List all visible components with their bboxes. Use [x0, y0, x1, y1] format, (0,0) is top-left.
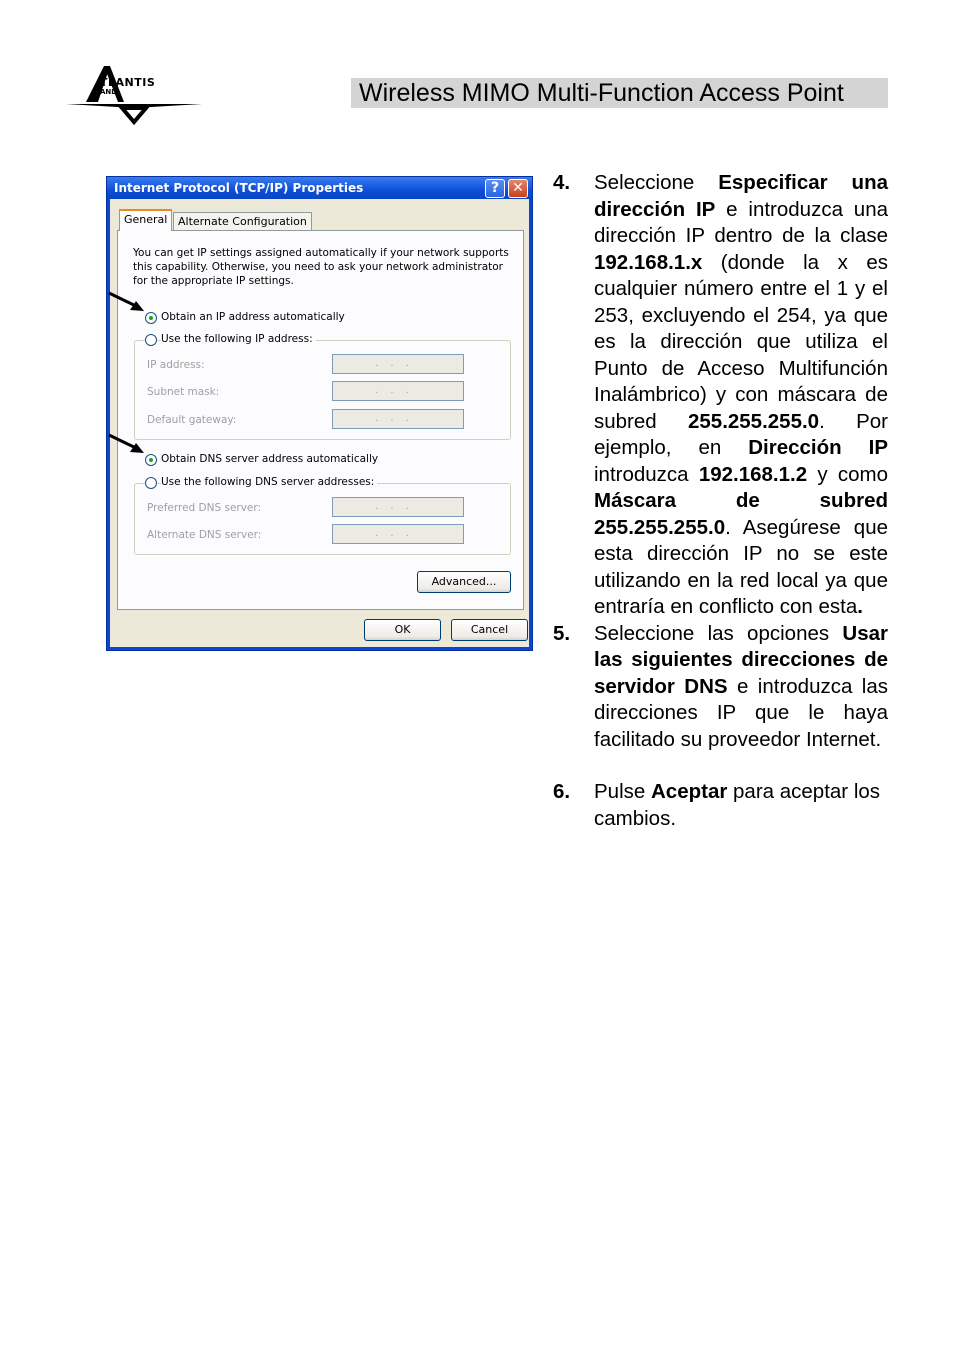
page-header-title: Wireless MIMO Multi-Function Access Point [351, 78, 888, 108]
step-text: introduzca [594, 462, 699, 486]
arrow-dns-auto-icon [106, 432, 148, 458]
default-gateway-input[interactable]: ... [332, 409, 464, 429]
preferred-dns-label: Preferred DNS server: [147, 502, 262, 514]
step-text: e introduzca una dirección IP dentro de la clase [594, 197, 888, 247]
default-gateway-label: Default gateway: [147, 414, 237, 426]
atlantis-logo [64, 62, 204, 126]
step-text: para aceptar los cambios. [594, 780, 881, 830]
help-button[interactable]: ? [485, 179, 505, 198]
step-bold-text: 255.255.255.0 [687, 409, 820, 433]
step-bold-text: 192.168.1.2 [698, 462, 808, 486]
cancel-button[interactable]: Cancel [451, 619, 528, 641]
radio-dns-manual[interactable] [145, 477, 157, 489]
subnet-mask-label: Subnet mask: [147, 386, 220, 398]
step-text: . Por ejemplo, en [594, 409, 888, 459]
arrow-ip-auto-icon [106, 290, 148, 316]
alternate-dns-label: Alternate DNS server: [147, 529, 262, 541]
step-text: (donde la x es cualquier número entre el 1 y el 253, excluyendo el 254, ya que es la dirección que utiliza el Punto de Acceso Multifunción Inalámbrico) y con máscara de subred [594, 250, 888, 433]
step-text: Pulse [594, 780, 651, 803]
ip-address-input[interactable]: ... [332, 354, 464, 374]
step-6 [553, 779, 888, 832]
step-bold-text: Dirección IP [748, 436, 888, 459]
radio-ip-auto-label: Obtain an IP address automatically [161, 311, 345, 323]
radio-ip-manual-label: Use the following IP address: [161, 333, 316, 345]
step-text: e introduzca las direcciones IP que le haya facilitado su proveedor Internet. [594, 674, 888, 751]
intro-text: You can get IP settings assigned automatically if your network supports this capability. Otherwise, you need to ask your network administrator for the appropriate IP settings. [133, 247, 509, 287]
preferred-dns-input[interactable]: ... [332, 497, 464, 517]
tab-alternate-configuration[interactable]: Alternate Configuration [173, 212, 312, 232]
dialog-titlebar[interactable] [107, 177, 532, 199]
ok-button[interactable]: OK [364, 619, 441, 641]
subnet-mask-input[interactable]: ... [332, 381, 464, 401]
step-text: Seleccione las opciones [594, 621, 843, 645]
logo-mark [64, 62, 204, 126]
radio-dns-auto-label: Obtain DNS server address automatically [161, 453, 379, 465]
radio-ip-manual[interactable] [145, 334, 157, 346]
step-bold-text: Aceptar [650, 780, 728, 803]
close-button[interactable]: ✕ [508, 179, 528, 198]
logo-brand-text: TLANTIS [100, 76, 156, 89]
step-text: . Asegúrese que esta dirección IP no se este utilizando en la red local ya que entraría en conflicto con esta [594, 515, 888, 618]
instructions-list [553, 170, 888, 832]
step-bold-text: Especificar una dirección IP [594, 171, 888, 221]
step-text: y como [807, 462, 888, 486]
step-number: 6. [553, 780, 571, 803]
logo-sub-text: AND [100, 88, 118, 96]
step-bold-text: Máscara de subred 255.255.255.0 [594, 489, 888, 539]
dns-server-group [134, 483, 511, 555]
step-number: 4. [553, 171, 571, 194]
tcpip-properties-dialog [106, 176, 533, 651]
step-bold-text: 192.168.1.x [594, 250, 703, 274]
step-text: Seleccione [594, 171, 719, 194]
general-tab-panel [117, 230, 524, 610]
step-bold-text: Usar las siguientes direcciones de servidor DNS [594, 621, 888, 698]
step-4 [553, 170, 888, 621]
step-bold-text: . [857, 595, 863, 618]
dialog-title: Internet Protocol (TCP/IP) Properties [114, 181, 364, 195]
step-number: 5. [553, 621, 571, 645]
radio-dns-manual-label: Use the following DNS server addresses: [161, 476, 377, 488]
tab-general[interactable]: General [119, 209, 172, 231]
ip-address-label: IP address: [147, 359, 205, 371]
alternate-dns-input[interactable]: ... [332, 524, 464, 544]
dialog-client-area [110, 199, 529, 647]
advanced-button[interactable]: Advanced... [417, 571, 511, 593]
step-5 [553, 621, 888, 754]
